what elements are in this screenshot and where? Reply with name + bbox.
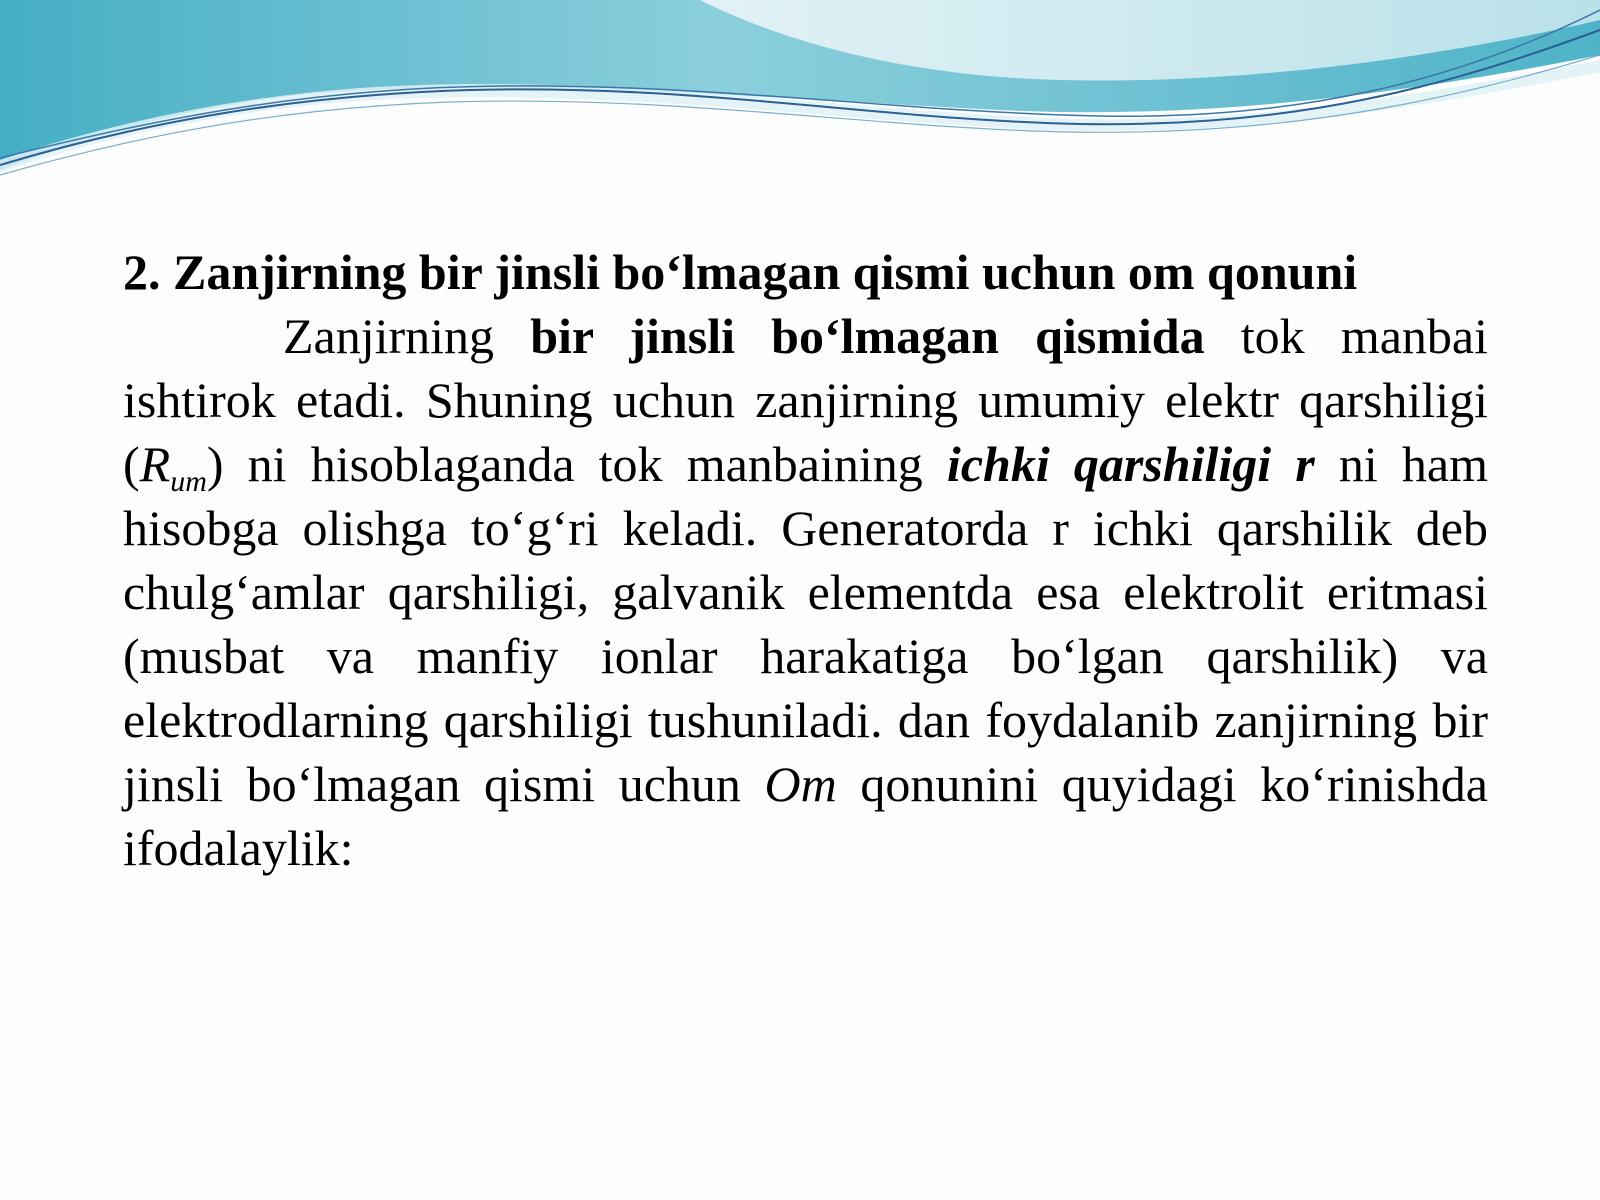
body-paragraph bbox=[123, 304, 1488, 880]
text-run: ) ni hisoblaganda tok manbaining bbox=[206, 436, 947, 492]
slide-heading: 2. Zanjirning bir jinsli bo‘lmagan qismi uchun om qonuni bbox=[123, 244, 1358, 300]
text-run: tok manbai ishtirok etadi. Shuning uchun zanjirning umumiy elektr qarshiligi ( bbox=[123, 308, 1489, 492]
text-run: qonunini quyidagi ko‘rinishda ifodalaylik: bbox=[123, 756, 1489, 876]
bold-term: bir jinsli bo‘lmagan qismida bbox=[530, 308, 1205, 364]
resistance-symbol: R bbox=[139, 436, 171, 492]
italic-term: Om bbox=[764, 756, 837, 812]
bold-italic-term: ichki qarshiligi r bbox=[946, 436, 1315, 492]
resistance-subscript: um bbox=[170, 465, 207, 498]
slide-content bbox=[123, 240, 1488, 880]
text-run: Zanjirning bbox=[283, 308, 531, 364]
wave-header-decoration bbox=[0, 0, 1600, 190]
text-run: ni ham hisobga olishga to‘g‘ri keladi. Generatorda r ichki qarshilik deb chulg‘amlar qarshiligi, galvanik elementda esa elektrolit eritmasi (musbat va manfiy ionlar harakatiga bo‘lgan qarshilik) va elektrodlarning qarshiligi tushuniladi. dan foydalanib zanjirning bir jinsli bo‘lmagan qismi uchun bbox=[123, 436, 1489, 812]
